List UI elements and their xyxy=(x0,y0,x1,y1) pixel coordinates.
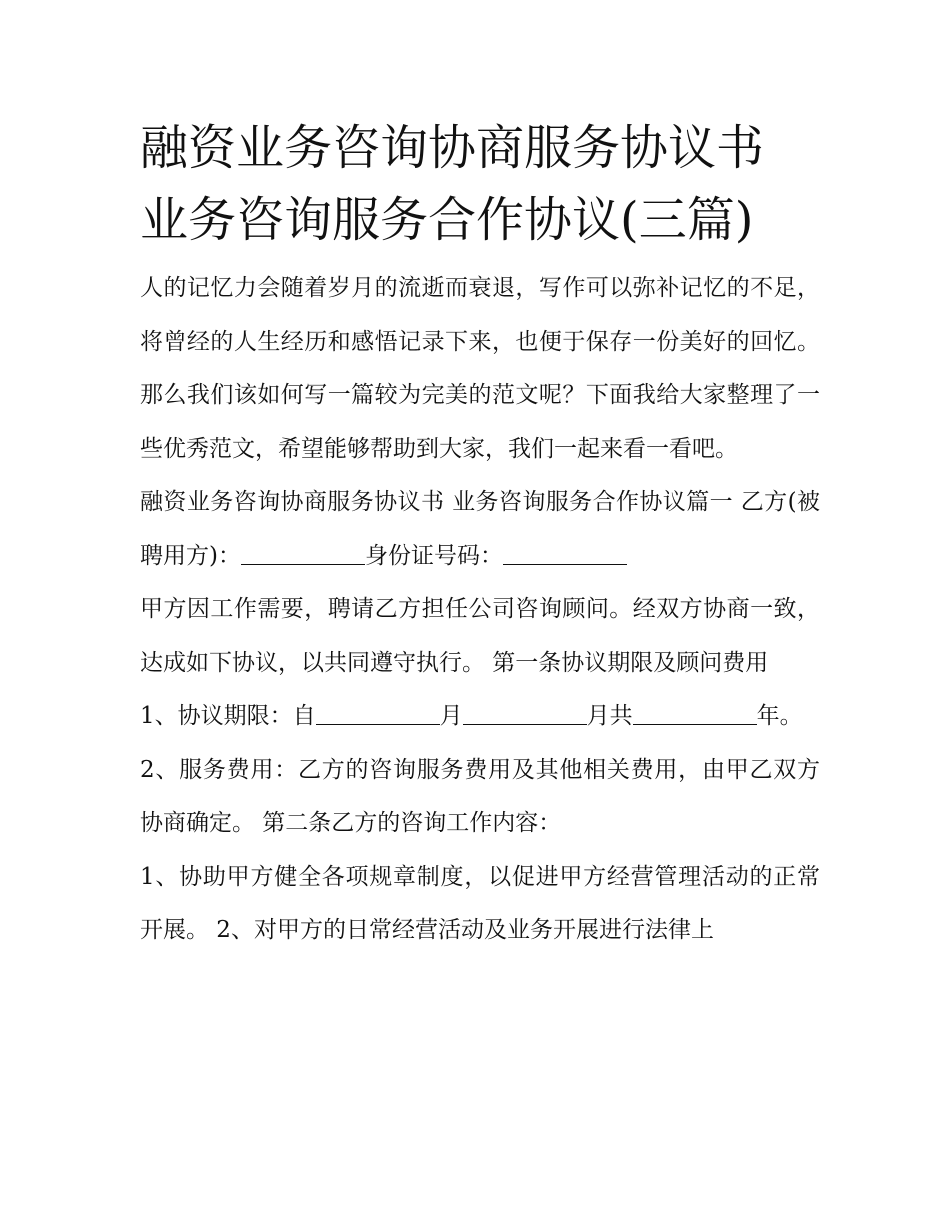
intro-paragraph: 人的记忆力会随着岁月的流逝而衰退，写作可以弥补记忆的不足，将曾经的人生经历和感悟记录下来，也便于保存一份美好的回忆。那么我们该如何写一篇较为完美的范文呢？下面我给大家整理了一些优秀范文，希望能够帮助到大家，我们一起来看一看吧。 xyxy=(140,275,820,462)
document-body xyxy=(140,112,820,958)
term-paragraph xyxy=(140,690,820,744)
term-label: 1、协议期限：自 xyxy=(140,703,316,729)
term-years-blank xyxy=(633,701,757,725)
document-title xyxy=(140,112,820,256)
party-b-text: 融资业务咨询协商服务协议书 业务咨询服务合作协议篇一 乙方(被聘用方)： xyxy=(140,489,820,569)
id-number-blank xyxy=(503,541,627,565)
term-year: 年。 xyxy=(756,703,803,729)
party-b-paragraph xyxy=(140,476,820,583)
title-line-2: 业务咨询服务合作协议(三篇) xyxy=(140,192,754,248)
term-month-1: 月 xyxy=(439,703,463,729)
duties-paragraph: 1、协助甲方健全各项规章制度，以促进甲方经营管理活动的正常开展。 2、对甲方的日常经营活动及业务开展进行法律上 xyxy=(140,863,820,943)
agreement-paragraph: 甲方因工作需要，聘请乙方担任公司咨询顾问。经双方协商一致，达成如下协议，以共同遵守执行。 第一条协议期限及顾问费用 xyxy=(140,596,820,676)
id-number-label: 身份证号码： xyxy=(364,542,503,569)
fees-paragraph: 2、服务费用：乙方的咨询服务费用及其他相关费用，由甲乙双方协商确定。 第二条乙方的咨询工作内容： xyxy=(140,756,820,836)
term-month-2: 月共 xyxy=(586,703,633,729)
term-start-blank xyxy=(316,701,440,725)
title-line-1: 融资业务咨询协商服务协议书 xyxy=(140,120,765,176)
term-end-blank xyxy=(463,701,587,725)
party-b-name-blank xyxy=(241,541,365,565)
